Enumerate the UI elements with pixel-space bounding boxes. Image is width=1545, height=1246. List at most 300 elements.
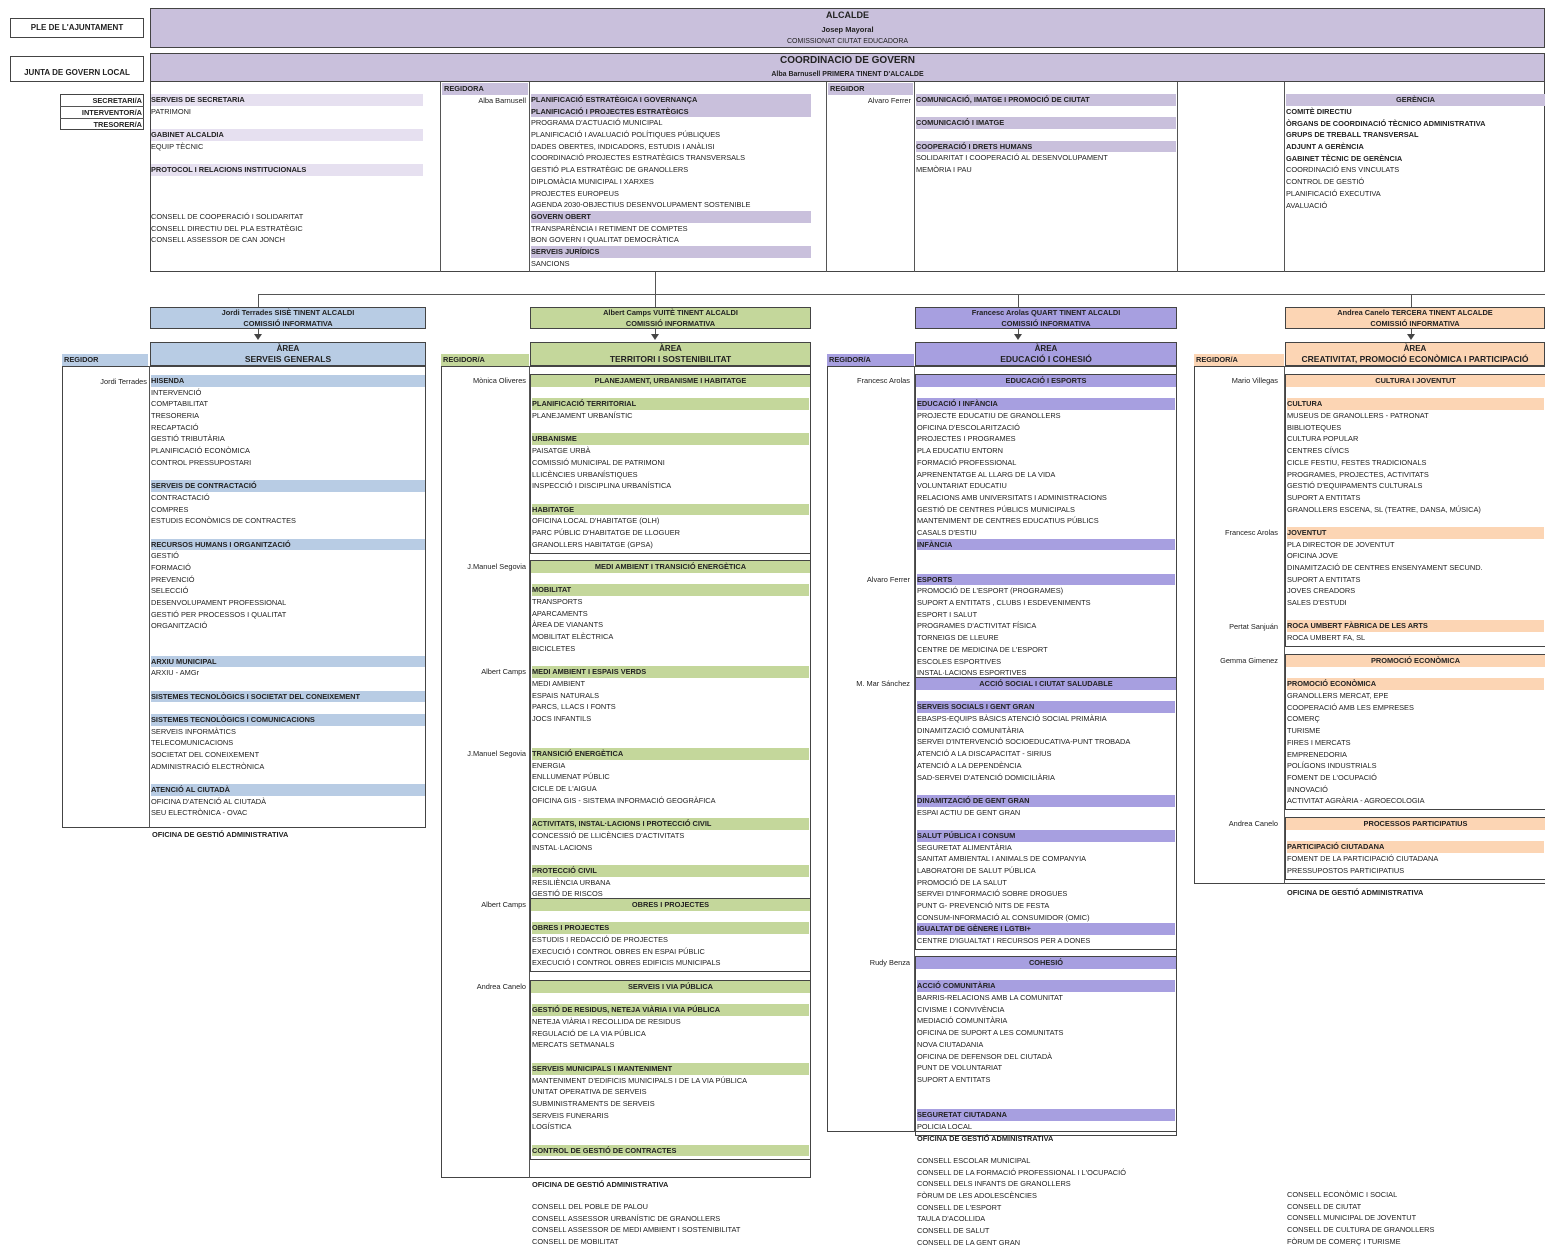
- comunicacio-list: [916, 94, 1176, 176]
- list-item: POLICIA LOCAL: [917, 1121, 973, 1131]
- list-item: REGULACIÓ DE LA VIA PÚBLICA: [532, 1028, 646, 1038]
- list-item: [917, 1097, 1175, 1109]
- list-item: RELACIONS AMB UNIVERSITATS I ADMINISTRACIONS: [917, 492, 1107, 502]
- list-item: GESTIÓ DE RISCOS: [532, 889, 603, 899]
- coord-sub: Alba Barnusell PRIMERA TINENT D'ALCALDE: [771, 71, 924, 78]
- connector-line: [655, 294, 656, 307]
- list-item: INNOVACIÓ: [1287, 784, 1328, 794]
- connector-line: [655, 272, 656, 294]
- council-item: CONSELL DE LA FORMACIÓ PROFESSIONAL I L'OCUPACIÓ: [917, 1167, 1126, 1177]
- block-list: [1287, 830, 1544, 877]
- block-regidor: Andrea Canelo: [476, 982, 526, 991]
- list-item: RECAPTACIÓ: [151, 422, 199, 432]
- list-item: COMPTABILITAT: [151, 399, 209, 409]
- top2-regidor: Alba Barnusell: [478, 96, 526, 105]
- list-item: MANTENIMENT DE CENTRES EDUCATIUS PÚBLICS: [917, 516, 1099, 526]
- block-title: PLANEJAMENT, URBANISME I HABITATGE: [531, 375, 810, 387]
- list-item: OFICINA LOCAL D'HABITATGE (OLH): [532, 516, 660, 526]
- list-item: [151, 644, 425, 656]
- section-heading: HABITATGE: [532, 504, 809, 516]
- list-item: [532, 911, 809, 923]
- block-regidor: Mònica Oliveres: [473, 376, 526, 385]
- block-list: [532, 993, 809, 1157]
- list-item: PRESSUPOSTOS PARTICIPATIUS: [1287, 865, 1405, 875]
- list-item: PROGRAMES D'ACTIVITAT FÍSICA: [917, 621, 1037, 631]
- list-item: VOLUNTARIAT EDUCATIU: [917, 481, 1007, 491]
- list-item: CONSELL DE COOPERACIÓ I SOLIDARITAT: [151, 211, 304, 221]
- list-item: CONTRACTACIÓ: [151, 492, 210, 502]
- list-item: PLA DIRECTOR DE JOVENTUT: [1287, 539, 1395, 549]
- list-item: [917, 1086, 1175, 1098]
- block-title: EDUCACIÓ I ESPORTS: [916, 375, 1176, 387]
- area2-comissio: COMISSIÓ INFORMATIVA: [625, 319, 716, 328]
- list-item: SALES D'ESTUDI: [1287, 598, 1347, 608]
- section-heading: SERVEIS DE SECRETARIA: [151, 94, 423, 106]
- coord-title: COORDINACIÓ DE GOVERN: [779, 55, 915, 66]
- list-item: GRANOLLERS ESCENA, SL (TEATRE, DANSA, MÚSICA): [1287, 504, 1481, 514]
- list-item: ESPAI ACTIU DE GENT GRAN: [917, 807, 1021, 817]
- section-heading: JOVENTUT: [1287, 527, 1544, 539]
- list-item: SERVEIS INFORMÀTICS: [151, 726, 236, 736]
- section-heading: SERVEIS DE CONTRACTACIÓ: [151, 480, 425, 492]
- list-item: ATENCIÓ A LA DEPENDÈNCIA: [917, 760, 1022, 770]
- block-list: [532, 387, 809, 551]
- area4-office: OFICINA DE GESTIÓ ADMINISTRATIVA: [1287, 888, 1424, 897]
- list-item: PAISATGE URBÀ: [532, 446, 591, 456]
- block-title: MEDI AMBIENT I TRANSICIÓ ENERGÈTICA: [531, 561, 810, 573]
- list-item: SERVEIS FUNERARIS: [532, 1110, 609, 1120]
- list-item: PROGRAMES, PROJECTES, ACTIVITATS: [1287, 469, 1429, 479]
- list-item: UNITAT OPERATIVA DE SERVEIS: [532, 1087, 647, 1097]
- section-heading: DINAMITZACIÓ DE GENT GRAN: [917, 795, 1175, 807]
- divider-line: [1177, 82, 1178, 272]
- area1-regidor-label: REGIDOR: [62, 354, 148, 366]
- council-item: CONSELL MUNICIPAL DE JOVENTUT: [1287, 1213, 1417, 1223]
- area2-area-label: ÀREA: [659, 344, 682, 353]
- area4-area-name: CREATIVITAT, PROMOCIÓ ECONÒMICA I PARTICIPACIÓ: [1301, 354, 1529, 364]
- list-item: GESTIÓ: [151, 551, 179, 561]
- list-item: [532, 1051, 809, 1063]
- list-item: [1287, 387, 1544, 399]
- council-item: CONSELL DEL POBLE DE PALOU: [532, 1202, 648, 1211]
- area1-area-name: SERVEIS GENERALS: [244, 354, 332, 364]
- list-item: COOPERACIÓ AMB LES EMPRESES: [1287, 702, 1414, 712]
- list-item: ATENCIÓ A LA DISCAPACITAT - SIRIUS: [917, 749, 1052, 759]
- council-item: TAULA D'ACOLLIDA: [917, 1214, 986, 1224]
- list-item: PUNT G- PREVENCIÓ NITS DE FESTA: [917, 901, 1050, 911]
- list-item: EQUIP TÈCNIC: [151, 141, 204, 151]
- list-item: TURISME: [1287, 726, 1321, 736]
- list-item: [151, 176, 423, 188]
- list-item: PLANEJAMENT URBANÍSTIC: [532, 411, 633, 421]
- area2-office: OFICINA DE GESTIÓ ADMINISTRATIVA: [532, 1180, 669, 1189]
- list-item: PROGRAMA D'ACTUACIÓ MUNICIPAL: [531, 118, 663, 128]
- list-item: TRANSPARÈNCIA I RETIMENT DE COMPTES: [531, 223, 688, 233]
- list-item: ARXIU - AMGr: [151, 668, 200, 678]
- area3-comissio: COMISSIÓ INFORMATIVA: [1001, 319, 1091, 328]
- list-item: MUSEUS DE GRANOLLERS - PATRONAT: [1287, 411, 1429, 421]
- list-item: GRANOLLERS HABITATGE (GPSA): [532, 539, 653, 549]
- area4-tinent: Andrea Canelo TERCERA TINENT ALCALDE: [1337, 308, 1493, 317]
- block-regidor: M. Mar Sánchez: [856, 679, 910, 688]
- section-heading: ADJUNT A GERÈNCIA: [1286, 142, 1364, 152]
- list-item: TRANSPORTS: [532, 597, 583, 607]
- block-regidor: Albert Camps: [481, 900, 526, 909]
- list-item: [532, 736, 809, 748]
- list-item: CASALS D'ESTIU: [917, 527, 977, 537]
- list-item: [151, 199, 423, 211]
- list-item: EXECUCIÓ I CONTROL OBRES EDIFICIS MUNICIPALS: [532, 958, 721, 968]
- block-title: OBRES I PROJECTES: [531, 899, 810, 911]
- area2-tinent: Albert Camps VUITÈ TINENT ALCALDI: [603, 308, 738, 317]
- list-item: LOGÍSTICA: [532, 1122, 572, 1132]
- list-item: [532, 387, 809, 399]
- list-item: PROMOCIÓ DE LA SALUT: [917, 877, 1007, 887]
- block-list: [1287, 667, 1544, 807]
- section-heading: MEDI AMBIENT I ESPAIS VERDS: [532, 666, 809, 678]
- list-item: OFICINA DE DEFENSOR DEL CIUTADÀ: [917, 1051, 1053, 1061]
- list-item: [532, 853, 809, 865]
- area2-area-name: TERRITORI I SOSTENIBILITAT: [609, 354, 732, 364]
- list-item: [917, 562, 1175, 574]
- block-title: PROCESSOS PARTICIPATIUS: [1286, 818, 1545, 830]
- list-item: [917, 387, 1175, 399]
- divider-line: [60, 106, 144, 107]
- connector-line: [258, 294, 259, 307]
- list-item: JOVES CREADORS: [1287, 586, 1356, 596]
- list-item: [1287, 667, 1544, 679]
- section-heading: URBANISME: [532, 433, 809, 445]
- section-heading: SISTEMES TECNOLÒGICS I SOCIETAT DEL CONEIXEMENT: [151, 691, 425, 703]
- list-item: [151, 469, 425, 481]
- section-heading: COMUNICACIÓ, IMATGE I PROMOCIÓ DE CIUTAT: [916, 94, 1176, 106]
- area1-area-label: ÀREA: [276, 344, 300, 353]
- list-item: SOCIETAT DEL CONEIXEMENT: [151, 750, 260, 759]
- list-item: ROCA UMBERT FA, SL: [1287, 633, 1366, 643]
- list-item: TELECOMUNICACIONS: [151, 738, 234, 748]
- list-item: INTERVENCIÓ: [151, 387, 202, 397]
- list-item: DINAMITZACIÓ COMUNITÀRIA: [917, 725, 1024, 735]
- section-heading: COMITÈ DIRECTIU: [1286, 107, 1352, 116]
- list-item: EBASPS-EQUIPS BÀSICS ATENCIÓ SOCIAL PRIMÀRIA: [917, 714, 1107, 724]
- list-item: [532, 573, 809, 585]
- list-item: PROJECTE EDUCATIU DE GRANOLLERS: [917, 411, 1061, 421]
- list-item: [151, 117, 423, 129]
- list-item: PROMOCIÓ DE L'ESPORT (PROGRAMES): [917, 586, 1064, 596]
- section-heading: SEGURETAT CIUTADANA: [917, 1109, 1175, 1121]
- alcalde-sub: COMISSIONAT CIUTAT EDUCADORA: [786, 38, 909, 45]
- list-item: PLA EDUCATIU ENTORN: [917, 446, 1003, 456]
- list-item: [917, 969, 1175, 981]
- list-item: PROJECTES I PROGRAMES: [917, 434, 1016, 444]
- alcalde-title: ALCALDE: [826, 10, 869, 20]
- list-item: SUPORT A ENTITATS , CLUBS I ESDEVENIMENTS: [917, 598, 1091, 608]
- list-item: SAD-SERVEI D'ATENCIÓ DOMICILIÀRIA: [917, 772, 1055, 782]
- connector-line: [1018, 294, 1019, 307]
- council-item: CONSELL ASSESSOR URBANÍSTIC DE GRANOLLERS: [532, 1213, 721, 1223]
- list-item: ORGANITZACIÓ: [151, 621, 208, 631]
- block-regidor: Francesc Arolas: [857, 376, 910, 385]
- list-item: COMERÇ: [1287, 714, 1320, 724]
- list-item: CULTURA POPULAR: [1287, 434, 1359, 444]
- list-item: [532, 993, 809, 1005]
- list-item: OFICINA GIS - SISTEMA INFORMACIÓ GEOGRÀFICA: [532, 795, 716, 805]
- block-regidor: Andrea Canelo: [1228, 819, 1278, 828]
- list-item: SEGURETAT ALIMENTÀRIA: [917, 842, 1012, 852]
- list-item: ESPORT I SALUT: [917, 609, 978, 619]
- list-item: [1287, 830, 1544, 842]
- divider-line: [529, 82, 530, 272]
- divider-line: [440, 82, 441, 272]
- gerencia-head: GERÈNCIA: [1286, 94, 1545, 106]
- block-subregidor: Pertat Sanjuán: [1229, 621, 1278, 631]
- interventor-label: INTERVENTOR/A: [81, 108, 142, 117]
- list-item: PREVENCIÓ: [151, 574, 195, 584]
- list-item: BARRIS-RELACIONS AMB LA COMUNITAT: [917, 993, 1063, 1003]
- top3-regidor: Alvaro Ferrer: [867, 96, 911, 105]
- list-item: CONTROL PRESSUPOSTARI: [151, 457, 252, 467]
- area4-area-label: ÀREA: [1403, 344, 1427, 353]
- area4-comissio: COMISSIÓ INFORMATIVA: [1370, 319, 1460, 328]
- list-item: [532, 1133, 809, 1145]
- arrow-icon: [651, 334, 659, 340]
- block-title: ACCIÓ SOCIAL I CIUTAT SALUDABLE: [916, 678, 1176, 690]
- list-item: [916, 106, 1176, 118]
- section-heading: INFÀNCIA: [917, 539, 1175, 551]
- section-heading: PROTOCOL I RELACIONS INSTITUCIONALS: [151, 164, 423, 176]
- section-heading: ROCA UMBERT FÀBRICA DE LES ARTS: [1287, 620, 1544, 632]
- list-item: CICLE DE L'AIGUA: [532, 784, 597, 794]
- section-heading: ACTIVITATS, INSTAL·LACIONS I PROTECCIÓ CIVIL: [532, 818, 809, 830]
- block-regidor: J.Manuel Segovia: [467, 562, 526, 571]
- block-regidor: Rudy Benza: [869, 958, 910, 967]
- list-item: CONSUM-INFORMACIÓ AL CONSUMIDOR (OMIC): [917, 912, 1090, 922]
- council-item: CONSELL ASSESSOR DE MEDI AMBIENT I SOSTENIBILITAT: [532, 1225, 741, 1235]
- gerencia-list: [1286, 106, 1544, 211]
- list-item: DIPLOMÀCIA MUNICIPAL I XARXES: [531, 176, 654, 186]
- section-heading: HISENDA: [151, 375, 425, 387]
- divider-line: [826, 82, 827, 272]
- alcalde-name: Josep Mayoral: [821, 25, 874, 34]
- block-regidor: Gemma Gimenez: [1220, 656, 1278, 665]
- list-item: CENTRE D'IGUALTAT I RECURSOS PER A DONES: [917, 936, 1091, 946]
- area1-office: OFICINA DE GESTIÓ ADMINISTRATIVA: [152, 830, 289, 839]
- list-item: [917, 690, 1175, 702]
- list-item: NETEJA VIÀRIA I RECOLLIDA DE RESIDUS: [532, 1017, 681, 1027]
- block-list: [917, 387, 1175, 679]
- list-item: CENTRES CÍVICS: [1287, 446, 1350, 456]
- block-subregidor: Albert Camps: [481, 667, 526, 677]
- section-heading: SISTEMES TECNOLÒGICS I COMUNICACIONS: [151, 714, 425, 726]
- list-item: COMISSIÓ MUNICIPAL DE PATRIMONI: [532, 457, 665, 467]
- list-item: CONTROL DE GESTIÓ: [1286, 177, 1365, 187]
- junta-label: JUNTA DE GOVERN LOCAL: [24, 68, 130, 77]
- list-item: [916, 129, 1176, 141]
- council-item: CONSELL DE LA GENT GRAN: [917, 1237, 1021, 1246]
- list-item: RESILIÈNCIA URBANA: [532, 877, 611, 887]
- list-item: SUPORT A ENTITATS: [1287, 574, 1361, 584]
- secretari-label: SECRETARI/A: [92, 96, 142, 105]
- list-item: OFICINA JOVE: [1287, 551, 1338, 561]
- list-item: [917, 818, 1175, 830]
- list-item: SUPORT A ENTITATS: [917, 1074, 991, 1084]
- council-item: CONSELL DELS INFANTS DE GRANOLLERS: [917, 1179, 1071, 1189]
- section-heading: PROTECCIÓ CIVIL: [532, 865, 809, 877]
- territori-councils: [532, 1201, 812, 1246]
- list-item: [532, 655, 809, 667]
- section-heading: PROMOCIÓ ECONÒMICA: [1287, 678, 1544, 690]
- list-item: SERVEI D'INFORMACIÓ SOBRE DROGUES: [917, 889, 1068, 899]
- list-item: EMPRENEDORIA: [1287, 749, 1347, 759]
- list-item: FIRES I MERCATS: [1287, 737, 1351, 747]
- block-list: [532, 573, 809, 900]
- list-item: CENTRE DE MEDICINA DE L'ESPORT: [917, 644, 1048, 654]
- list-item: [151, 527, 425, 539]
- list-item: OFICINA DE SUPORT A LES COMUNITATS: [917, 1028, 1064, 1038]
- section-heading: SERVEIS JURÍDICS: [531, 246, 811, 258]
- top3-head: REGIDOR: [828, 83, 913, 95]
- list-item: CONSELL ASSESSOR DE CAN JONCH: [151, 235, 286, 245]
- list-item: [917, 783, 1175, 795]
- block-list: [532, 911, 809, 969]
- list-item: SUBMINISTRAMENTS DE SERVEIS: [532, 1098, 655, 1108]
- section-heading: SERVEIS SOCIALS I GENT GRAN: [917, 701, 1175, 713]
- list-item: ÀREA DE VIANANTS: [532, 620, 604, 630]
- list-item: [151, 702, 425, 714]
- list-item: MOBILITAT ELÈCTRICA: [532, 632, 614, 642]
- council-item: FÒRUM DE COMERÇ I TURISME: [1287, 1236, 1401, 1246]
- area1-comissio: COMISSIÓ INFORMATIVA: [243, 319, 333, 328]
- list-item: ADMINISTRACIÓ ELECTRÒNICA: [151, 761, 265, 771]
- list-item: ACTIVITAT AGRÀRIA - AGROECOLOGIA: [1287, 796, 1425, 806]
- list-item: CONSELL DIRECTIU DEL PLA ESTRATÈGIC: [151, 223, 303, 233]
- divider-line: [1284, 82, 1285, 272]
- list-item: COORDINACIÓ PROJECTES ESTRATÈGICS TRANSVERSALS: [531, 153, 746, 163]
- council-item: CONSELL DE CULTURA DE GRANOLLERS: [1287, 1225, 1435, 1235]
- list-item: MERCATS SETMANALS: [532, 1040, 615, 1050]
- council-item: CONSELL ECONÒMIC I SOCIAL: [1287, 1190, 1398, 1199]
- list-item: PARCS, LLACS I FONTS: [532, 702, 616, 712]
- list-item: SERVEI D'INTERVENCIÓ SOCIOEDUCATIVA-PUNT TROBADA: [917, 737, 1131, 747]
- list-item: ESCOLES ESPORTIVES: [917, 656, 1002, 666]
- section-heading: SERVEIS MUNICIPALS I MANTENIMENT: [532, 1063, 809, 1075]
- list-item: SANITAT AMBIENTAL I ANIMALS DE COMPANYIA: [917, 854, 1087, 864]
- list-item: INSTAL·LACIONS: [532, 842, 593, 852]
- area3-office: OFICINA DE GESTIÓ ADMINISTRATIVA: [917, 1134, 1054, 1143]
- section-heading: GOVERN OBERT: [531, 211, 811, 223]
- section-heading: ATENCIÓ AL CIUTADÀ: [151, 784, 425, 796]
- divider-line: [914, 82, 915, 272]
- section-heading: ÒRGANS DE COORDINACIÓ TÈCNICO ADMINISTRATIVA: [1286, 118, 1486, 128]
- list-item: GESTIÓ D'EQUIPAMENTS CULTURALS: [1287, 481, 1423, 491]
- list-item: [151, 152, 423, 164]
- council-item: FÒRUM DE LES ADOLESCÈNCIES: [917, 1191, 1037, 1201]
- list-item: DINAMITZACIÓ DE CENTRES ENSENYAMENT SECUND.: [1287, 563, 1483, 572]
- list-item: APARCAMENTS: [532, 608, 588, 618]
- block-list: [1287, 387, 1544, 644]
- block-regidor: Mario Villegas: [1231, 376, 1278, 385]
- list-item: MEDIACIÓ COMUNITÀRIA: [917, 1016, 1008, 1026]
- list-item: [917, 550, 1175, 562]
- section-heading: CONTROL DE GESTIÓ DE CONTRACTES: [532, 1145, 809, 1157]
- list-item: [151, 679, 425, 691]
- list-item: ESPAIS NATURALS: [532, 690, 600, 700]
- section-heading: COOPERACIÓ I DRETS HUMANS: [916, 141, 1176, 153]
- list-item: [532, 492, 809, 504]
- list-item: SUPORT A ENTITATS: [1287, 492, 1361, 502]
- list-item: [532, 806, 809, 818]
- list-item: FORMACIÓ PROFESSIONAL: [917, 457, 1017, 467]
- list-item: GESTIÓ TRIBUTÀRIA: [151, 434, 225, 444]
- list-item: DESENVOLUPAMENT PROFESSIONAL: [151, 598, 287, 608]
- section-heading: PLANIFICACIÓ ESTRATÈGICA I GOVERNANÇA: [531, 94, 811, 106]
- area1-regidor: Jordi Terrades: [100, 377, 147, 386]
- list-item: FOMENT DE LA PARTICIPACIÓ CIUTADANA: [1287, 854, 1439, 864]
- section-heading: IGUALTAT DE GÈNERE I LGTBI+: [917, 923, 1175, 935]
- list-item: [1287, 609, 1544, 621]
- section-heading: GESTIÓ DE RESIDUS, NETEJA VIÀRIA I VIA PÚBLICA: [532, 1004, 809, 1016]
- list-item: [532, 725, 809, 737]
- area3-area-name: EDUCACIÓ I COHESIÓ: [1000, 354, 1092, 364]
- secretaria-services-list: [151, 94, 423, 246]
- list-item: [151, 188, 423, 200]
- council-item: CONSELL DE CIUTAT: [1287, 1201, 1362, 1211]
- list-item: LABORATORI DE SALUT PÚBLICA: [917, 866, 1036, 875]
- area3-regidor-label: REGIDOR/A: [827, 354, 914, 366]
- list-item: ENERGIA: [532, 760, 566, 770]
- list-item: INSTAL·LACIONS ESPORTIVES: [917, 668, 1027, 678]
- area4-regidor-label: REGIDOR/A: [1194, 354, 1284, 366]
- list-item: PLANIFICACIÓ ECONÒMICA: [151, 446, 250, 456]
- arrow-icon: [254, 334, 262, 340]
- section-heading: RECURSOS HUMANS I ORGANITZACIÓ: [151, 539, 425, 551]
- section-heading: GABINET ALCALDIA: [151, 129, 423, 141]
- block-subregidor: Francesc Arolas: [1225, 528, 1278, 538]
- arrow-icon: [1407, 334, 1415, 340]
- list-item: [151, 772, 425, 784]
- list-item: OFICINA D'ATENCIÓ AL CIUTADÀ: [151, 796, 267, 806]
- list-item: [1287, 515, 1544, 527]
- list-item: PUNT DE VOLUNTARIAT: [917, 1063, 1003, 1073]
- planificacio-list: [531, 94, 811, 269]
- area1-tinent: Jordi Terrades SISÈ TINENT ALCALDI: [221, 308, 355, 317]
- creativitat-councils: [1287, 1189, 1545, 1246]
- connector-line: [1411, 294, 1412, 307]
- arrow-icon: [1014, 334, 1022, 340]
- section-heading: ARXIU MUNICIPAL: [151, 656, 425, 668]
- ple-label: PLE DE L'AJUNTAMENT: [30, 23, 124, 32]
- list-item: PLANIFICACIÓ EXECUTIVA: [1286, 188, 1381, 198]
- list-item: INSPECCIÓ I DISCIPLINA URBANÍSTICA: [532, 481, 672, 491]
- list-item: OFICINA D'ESCOLARITZACIÓ: [917, 422, 1020, 432]
- list-item: PATRIMONI: [151, 106, 191, 116]
- area3-tinent: Francesc Arolas QUART TINENT ALCALDI: [971, 308, 1121, 317]
- list-item: GESTIÓ PER PROCESSOS I QUALITAT: [151, 609, 287, 619]
- council-item: CONSELL DE L'ESPORT: [917, 1202, 1002, 1212]
- list-item: CIVISME I CONVIVÈNCIA: [917, 1004, 1005, 1014]
- council-item: CONSELL DE SALUT: [917, 1226, 990, 1236]
- list-item: ESTUDIS I REDACCIÓ DE PROJECTES: [532, 935, 668, 945]
- section-heading: TRANSICIÓ ENERGÈTICA: [532, 748, 809, 760]
- section-heading: ESPORTS: [917, 574, 1175, 586]
- list-item: APRENENTATGE AL LLARG DE LA VIDA: [917, 469, 1056, 479]
- block-title: CULTURA I JOVENTUT: [1286, 375, 1545, 387]
- list-item: GESTIÓ PLA ESTRATÈGIC DE GRANOLLERS: [531, 165, 689, 175]
- list-item: LLICÈNCIES URBANÍSTIQUES: [532, 469, 638, 479]
- council-item: CONSELL ESCOLAR MUNICIPAL: [917, 1156, 1031, 1165]
- section-heading: CULTURA: [1287, 398, 1544, 410]
- section-heading: COMUNICACIÓ I IMATGE: [916, 117, 1176, 129]
